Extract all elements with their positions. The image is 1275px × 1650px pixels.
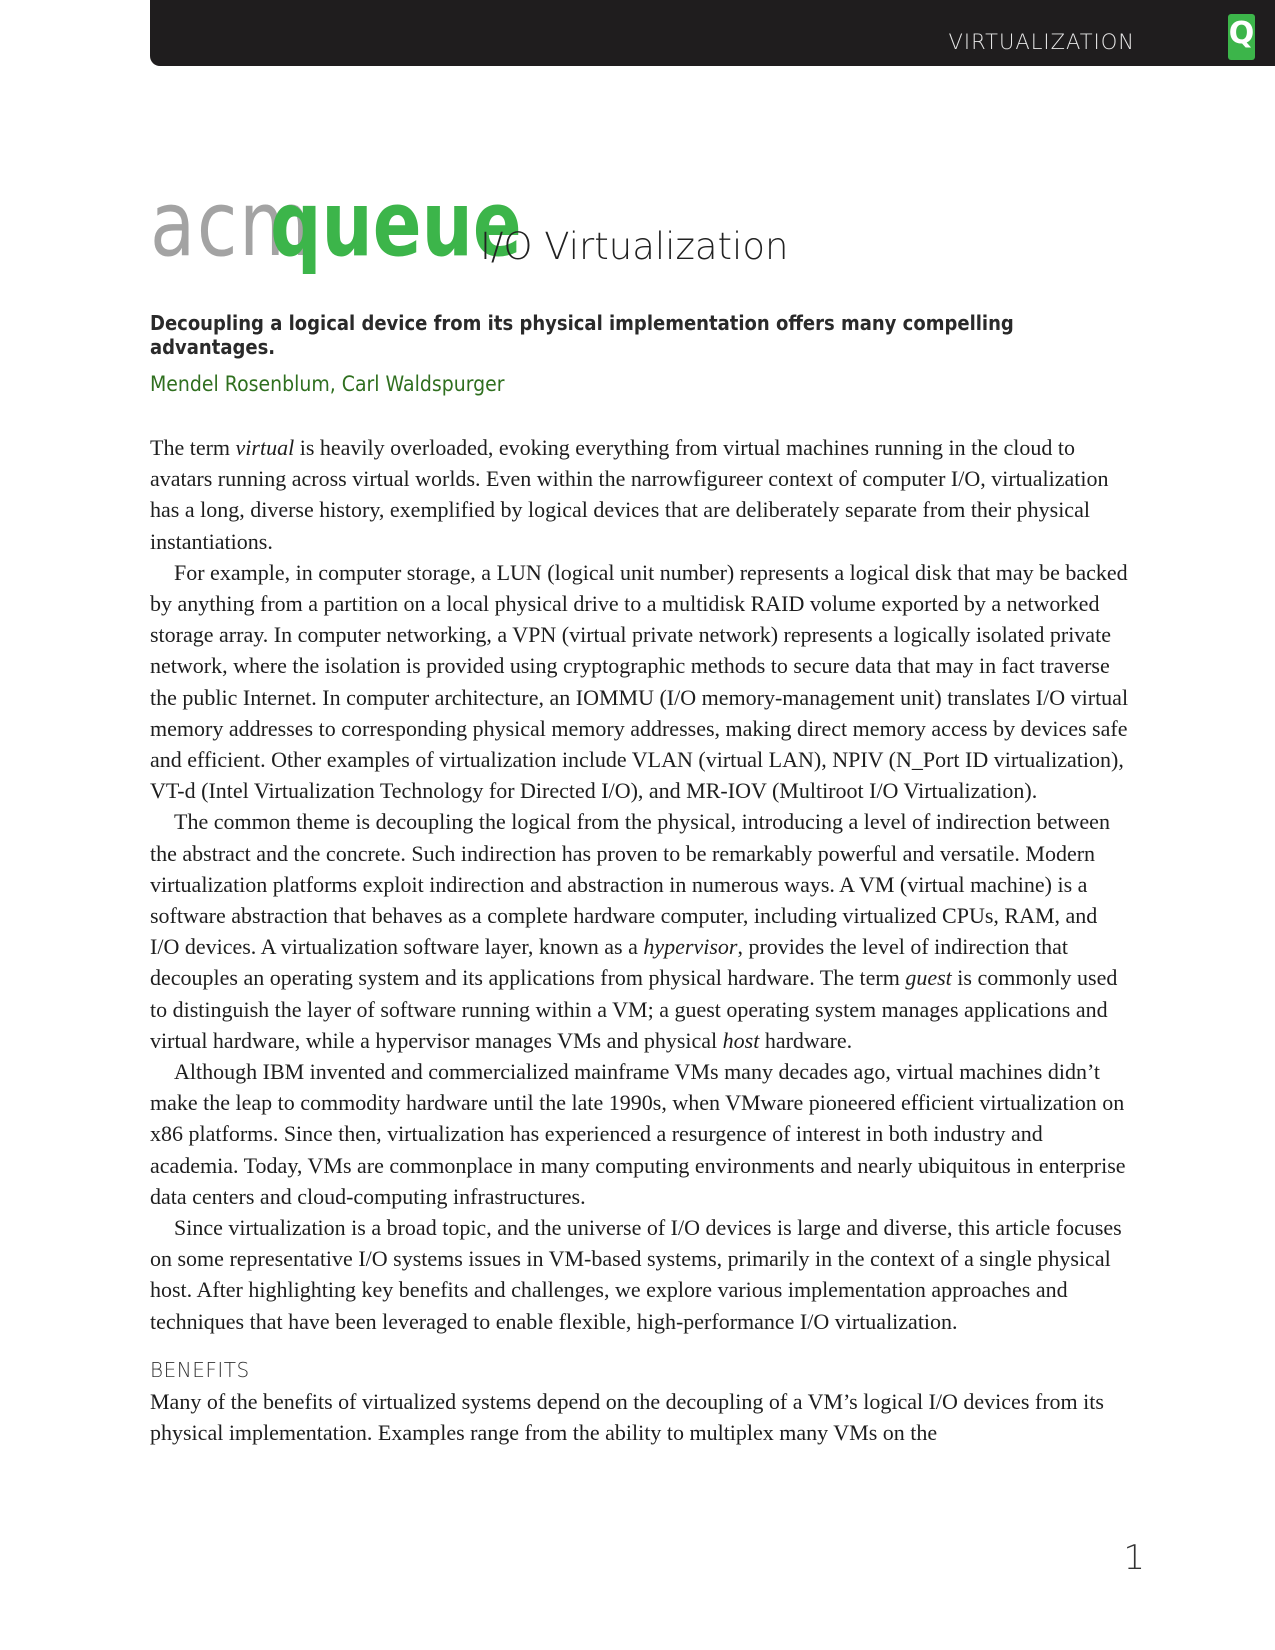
- queue-q-logo-icon: Q: [1228, 14, 1255, 60]
- emphasis-hypervisor: hypervisor: [643, 934, 738, 960]
- page-number: 1: [1123, 1538, 1145, 1578]
- paragraph-5: Since virtualization is a broad topic, and the universe of I/O devices is large and diverse, this article focuses on some representative I/O systems issues in VM-based systems, primarily in the context of a single physical host. After highlighting key benefits and challenges, we explore various implementation approaches and techniques that have been leveraged to enable flexible, high-performance I/O virtualization.: [150, 1215, 1122, 1334]
- emphasis-guest: guest: [905, 965, 952, 991]
- logo-acm-text: acm: [150, 172, 313, 277]
- emphasis-host: host: [722, 1027, 760, 1053]
- paragraph-6: Many of the benefits of virtualized systems depend on the decoupling of a VM’s logical I/O devices from its physical implementation. Examples range from the ability to multiplex many VMs on the: [150, 1388, 1104, 1446]
- article-subtitle: Decoupling a logical device from its physical implementation offers many compelling advantages.: [150, 311, 1014, 359]
- emphasis-virtual: virtual: [235, 435, 295, 460]
- paragraph-3: The common theme is decoupling the logical from the physical, introducing a level of indirection between the abstract and the concrete. Such indirection has proven to be remarkably powerful and versatile. Modern virtualization platforms exploit indirection and abstraction in numerous ways. A VM (virtual machine) is a software abstraction that behaves as a complete hardware computer, including virtualized CPUs, RAM, and I/O devices. A virtualization software layer, known as a hypervisor, provides the level of indirection that decouples an operating system and its applications from physical hardware. The term guest is commonly used to distinguish the layer of software running within a VM; a guest operating system manages applications and virtual hardware, while a hypervisor manages VMs and physical host hardware.: [150, 809, 1118, 1053]
- logo-queue-text: queue: [270, 172, 522, 277]
- paragraph-4: Although IBM invented and commercialized mainframe VMs many decades ago, virtual machines didn’t make the leap to commodity hardware until the late 1990s, when VMware pioneered efficient virtualization on x86 platforms. Since then, virtualization has experienced a resurgence of interest in both industry and academia. Today, VMs are commonplace in many computing environments and nearly ubiquitous in enterprise data centers and cloud-computing infrastructures.: [150, 1059, 1126, 1209]
- paragraph-1: The term virtual is heavily overloaded, evoking everything from virtual machines running in the cloud to avatars running across virtual worlds. Even within the narrowfigureer context of computer I/O, virtualization has a long, diverse history, exemplified by logical devices that are deliberately separate from their physical instantiations.: [150, 435, 1109, 554]
- article-title: I/O Virtualization: [480, 225, 789, 268]
- paragraph-2: For example, in computer storage, a LUN (logical unit number) represents a logical disk that may be backed by anything from a partition on a local physical drive to a multidisk RAID volume exported by a networked storage array. In computer networking, a VPN (virtual private network) represents a logically isolated private network, where the isolation is provided using cryptographic methods to secure data that may in fact traverse the public Internet. In computer architecture, an IOMMU (I/O memory-management unit) translates I/O virtual memory addresses to corresponding physical memory addresses, making direct memory access by devices safe and efficient. Other examples of virtualization include VLAN (virtual LAN), NPIV (N_Port ID virtualization), VT-d (Intel Virtualization Technology for Directed I/O), and MR-IOV (Multiroot I/O Virtualization).: [150, 559, 1129, 804]
- section-label: VIRTUALIZATION: [948, 30, 1135, 54]
- article-authors: Mendel Rosenblum, Carl Waldspurger: [150, 372, 505, 396]
- header-bar: [150, 0, 1275, 66]
- section-heading-benefits: BENEFITS: [150, 1357, 250, 1382]
- article-body: [150, 432, 1130, 1448]
